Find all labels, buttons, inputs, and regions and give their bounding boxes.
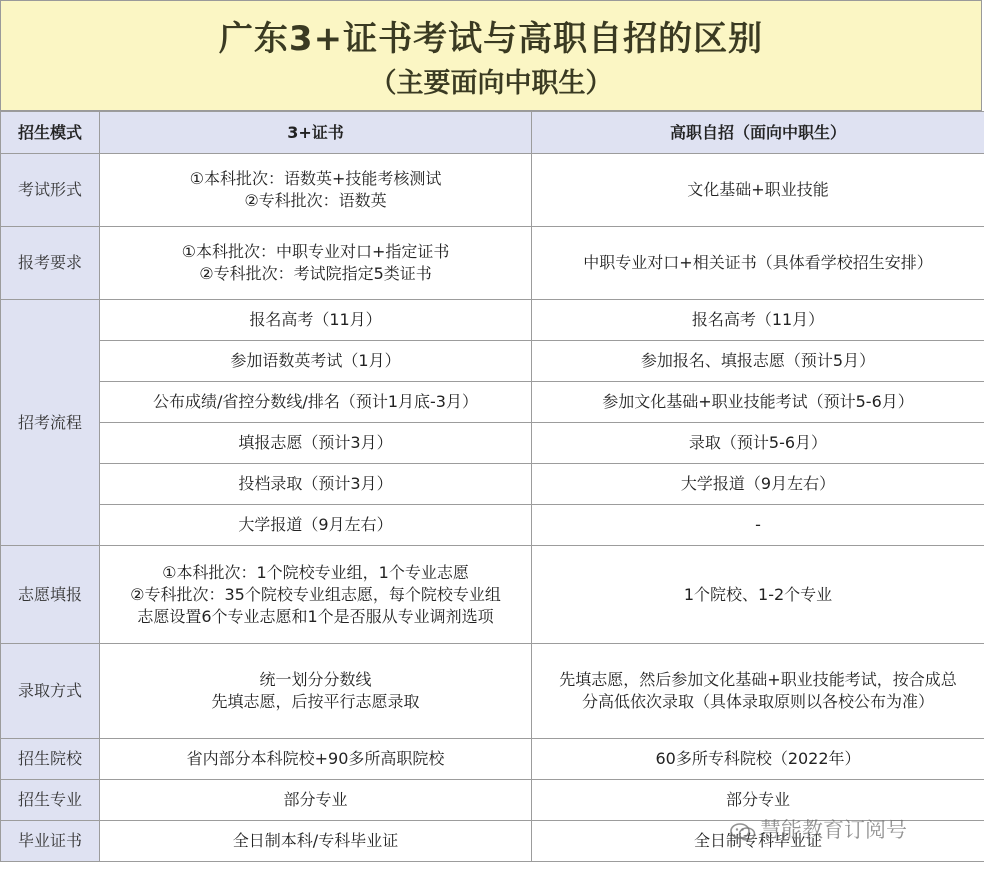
row-category: 毕业证书 <box>1 821 100 862</box>
cell-self-recruit: 参加文化基础+职业技能考试（预计5-6月） <box>532 382 984 423</box>
table-row <box>1 154 984 227</box>
cell-3plus: 报名高考（11月） <box>100 300 532 341</box>
row-category: 招生院校 <box>1 739 100 780</box>
cell-3plus: 大学报道（9月左右） <box>100 505 532 546</box>
table-header-row <box>1 112 984 154</box>
cell-line: 志愿设置6个专业志愿和1个是否服从专业调剂选项 <box>137 606 494 626</box>
table-row <box>1 644 984 739</box>
row-category: 招考流程 <box>1 300 100 546</box>
cell-self-recruit <box>532 644 984 739</box>
cell-3plus: 部分专业 <box>100 780 532 821</box>
column-header-3plus: 3+证书 <box>100 112 532 154</box>
watermark-text: 慧能教育订阅号 <box>760 818 907 842</box>
cell-3plus: 省内部分本科院校+90多所高职院校 <box>100 739 532 780</box>
row-category: 志愿填报 <box>1 546 100 644</box>
cell-self-recruit <box>532 154 984 227</box>
cell-self-recruit: - <box>532 505 984 546</box>
row-category: 招生专业 <box>1 780 100 821</box>
watermark <box>730 814 907 844</box>
table-row <box>1 505 984 546</box>
cell-line: 统一划分分数线 <box>259 670 372 689</box>
cell-self-recruit: 录取（预计5-6月） <box>532 423 984 464</box>
cell-line: 文化基础+职业技能 <box>687 180 829 199</box>
cell-3plus: 全日制本科/专科毕业证 <box>100 821 532 862</box>
cell-line: 分高低依次录取（具体录取原则以各校公布为准） <box>581 692 934 711</box>
table-row <box>1 423 984 464</box>
cell-3plus: 参加语数英考试（1月） <box>100 341 532 382</box>
cell-self-recruit <box>532 227 984 300</box>
table-row <box>1 546 984 644</box>
cell-3plus <box>100 546 532 644</box>
cell-line: ①本科批次：中职专业对口+指定证书 <box>181 242 450 261</box>
cell-self-recruit <box>532 546 984 644</box>
cell-3plus <box>100 154 532 227</box>
cell-self-recruit: 全日制专科毕业证 <box>532 821 984 862</box>
table-row <box>1 300 984 341</box>
cell-self-recruit: 大学报道（9月左右） <box>532 464 984 505</box>
cell-line: 中职专业对口+相关证书（具体看学校招生安排） <box>583 253 933 272</box>
cell-line: ②专科批次：语数英 <box>244 191 387 210</box>
cell-3plus: 公布成绩/省控分数线/排名（预计1月底-3月） <box>100 382 532 423</box>
table-row <box>1 382 984 423</box>
cell-line: ②专科批次：35个院校专业组志愿，每个院校专业组 <box>130 584 501 604</box>
cell-line: 先填志愿，然后参加文化基础+职业技能考试，按合成总 <box>559 670 957 689</box>
cell-line: ①本科批次：语数英+技能考核测试 <box>189 169 442 188</box>
table-row <box>1 464 984 505</box>
cell-3plus: 填报志愿（预计3月） <box>100 423 532 464</box>
row-category: 报考要求 <box>1 227 100 300</box>
cell-self-recruit: 部分专业 <box>532 780 984 821</box>
row-category: 录取方式 <box>1 644 100 739</box>
title-banner <box>0 0 982 111</box>
comparison-table <box>0 111 984 862</box>
cell-self-recruit: 60多所专科院校（2022年） <box>532 739 984 780</box>
cell-line: 1个院校、1-2个专业 <box>683 584 833 604</box>
column-header-self-recruit: 高职自招（面向中职生） <box>532 112 984 154</box>
column-header-mode: 招生模式 <box>1 112 100 154</box>
cell-3plus <box>100 644 532 739</box>
cell-3plus: 投档录取（预计3月） <box>100 464 532 505</box>
cell-line: ②专科批次：考试院指定5类证书 <box>199 264 432 283</box>
cell-line: 先填志愿，后按平行志愿录取 <box>211 692 420 711</box>
cell-self-recruit: 报名高考（11月） <box>532 300 984 341</box>
cell-line: ①本科批次：1个院校专业组，1个专业志愿 <box>162 562 469 582</box>
wechat-icon <box>730 822 756 840</box>
cell-3plus <box>100 227 532 300</box>
page-title: 广东3+证书考试与高职自招的区别 <box>218 19 764 59</box>
row-category: 考试形式 <box>1 154 100 227</box>
page-subtitle: （主要面向中职生） <box>369 68 613 99</box>
table-row <box>1 341 984 382</box>
table-row <box>1 739 984 780</box>
cell-self-recruit: 参加报名、填报志愿（预计5月） <box>532 341 984 382</box>
table-row <box>1 227 984 300</box>
